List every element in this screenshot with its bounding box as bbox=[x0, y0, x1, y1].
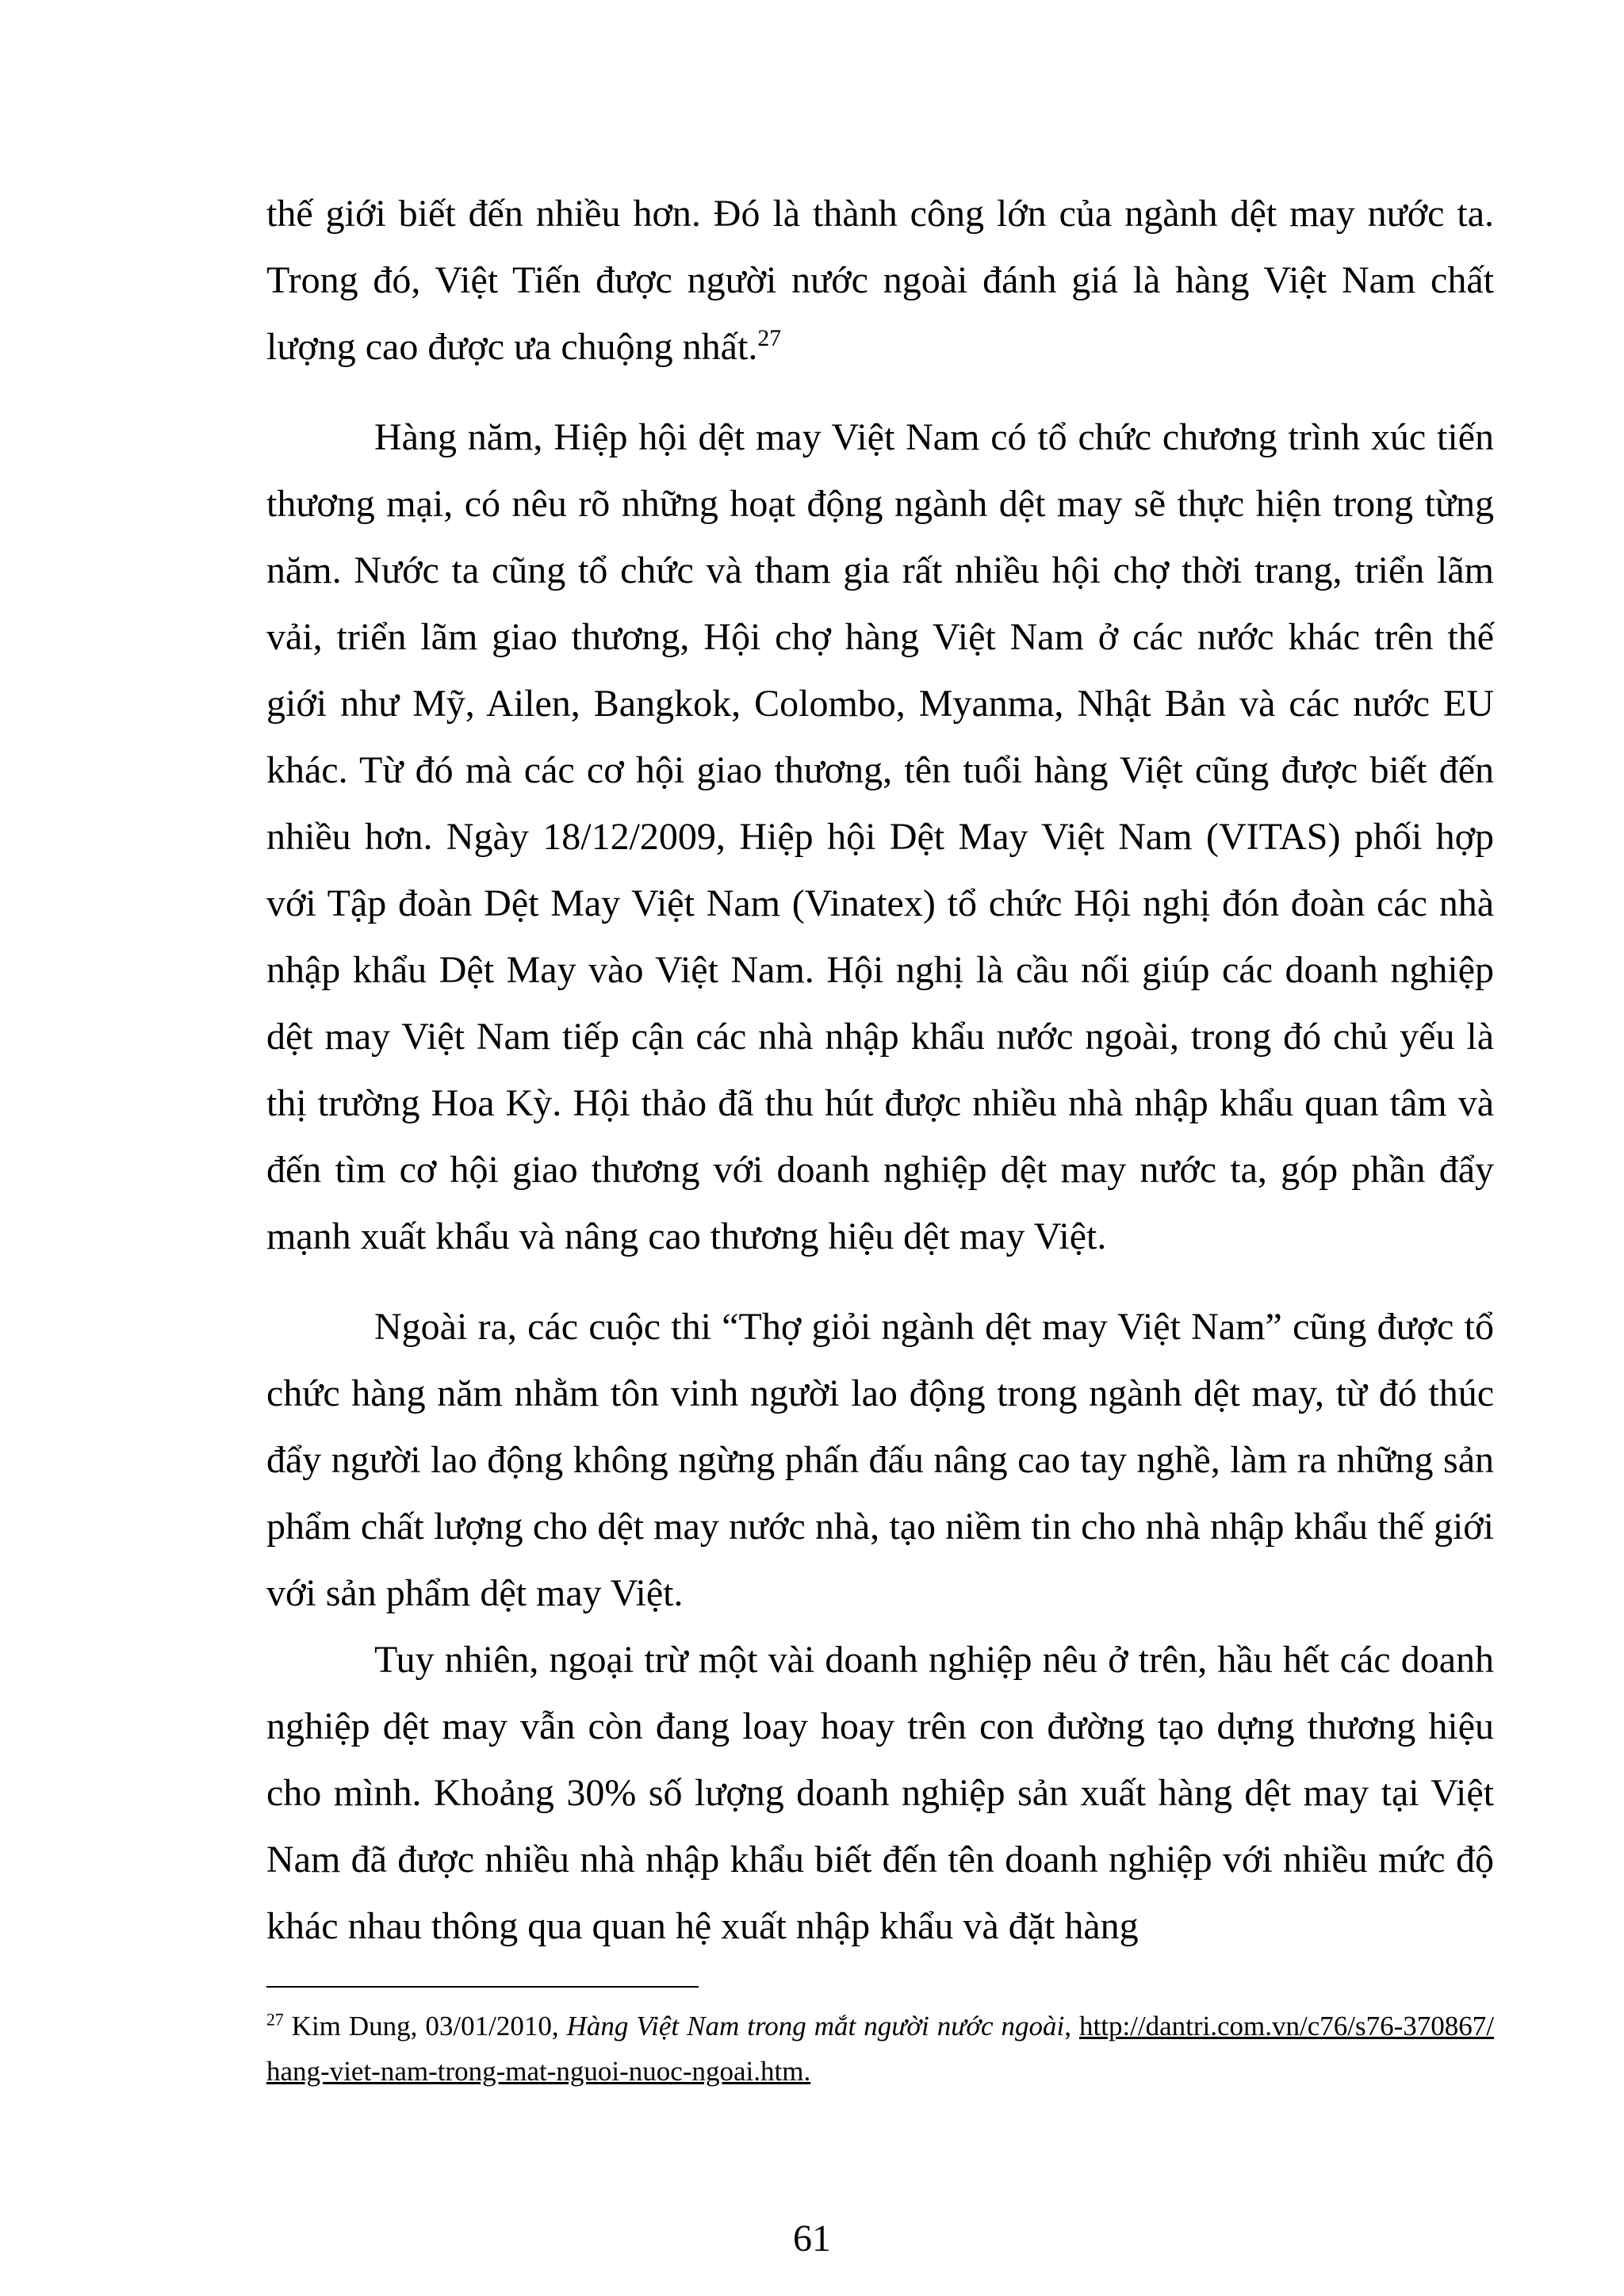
page-number: 61 bbox=[793, 2218, 831, 2260]
footnote-separator-rule bbox=[266, 1986, 699, 1988]
footnote-work-title: Hàng Việt Nam trong mắt người nước ngoài bbox=[566, 2011, 1065, 2042]
paragraph-3: Ngoài ra, các cuộc thi “Thợ giỏi ngành dệt may Việt Nam” cũng được tổ chức hàng năm nhằm tôn vinh người lao động trong ngành dệt may, từ đó thúc đẩy người lao động không ngừng phấn đấu nâng cao tay nghề, làm ra những sản phẩm chất lượng cho dệt may nước nhà, tạo niềm tin cho nhà nhập khẩu thế giới với sản phẩm dệt may Việt. bbox=[266, 1306, 1494, 1614]
footnote-section bbox=[266, 1986, 1494, 2094]
footnote-separator-comma: , bbox=[1064, 2011, 1079, 2042]
paragraph-2: Hàng năm, Hiệp hội dệt may Việt Nam có tổ chức chương trình xúc tiến thương mại, có nêu rõ những hoạt động ngành dệt may sẽ thực hiện trong từng năm. Nước ta cũng tổ chức và tham gia rất nhiều hội chợ thời trang, triển lãm vải, triển lãm giao thương, Hội chợ hàng Việt Nam ở các nước khác trên thế giới như Mỹ, Ailen, Bangkok, Colombo, Myanma, Nhật Bản và các nước EU khác. Từ đó mà các cơ hội giao thương, tên tuổi hàng Việt cũng được biết đến nhiều hơn. Ngày 18/12/2009, Hiệp hội Dệt May Việt Nam (VITAS) phối hợp với Tập đoàn Dệt May Việt Nam (Vinatex) tổ chức Hội nghị đón đoàn các nhà nhập khẩu Dệt May vào Việt Nam. Hội nghị là cầu nối giúp các doanh nghiệp dệt may Việt Nam tiếp cận các nhà nhập khẩu nước ngoài, trong đó chủ yếu là thị trường Hoa Kỳ. Hội thảo đã thu hút được nhiều nhà nhập khẩu quan tâm và đến tìm cơ hội giao thương với doanh nghiệp dệt may nước ta, góp phần đẩy mạnh xuất khẩu và nâng cao thương hiệu dệt may Việt. bbox=[266, 416, 1494, 1257]
paragraph-4: Tuy nhiên, ngoại trừ một vài doanh nghiệp nêu ở trên, hầu hết các doanh nghiệp dệt may vẫn còn đang loay hoay trên con đường tạo dựng thương hiệu cho mình. Khoảng 30% số lượng doanh nghiệp sản xuất hàng dệt may tại Việt Nam đã được nhiều nhà nhập khẩu biết đến tên doanh nghiệp với nhiều mức độ khác nhau thông qua quan hệ xuất nhập khẩu và đặt hàng bbox=[266, 1639, 1494, 1947]
paragraph-1 bbox=[266, 181, 1494, 381]
footnote-marker: 27 bbox=[266, 2010, 284, 2030]
footnote-reference-27: 27 bbox=[757, 325, 782, 351]
paragraph-1-text: thế giới biết đến nhiều hơn. Đó là thành công lớn của ngành dệt may nước ta. Trong đó, Việt Tiến được người nước ngoài đánh giá là hàng Việt Nam chất lượng cao được ưa chuộng nhất. bbox=[266, 193, 1494, 368]
footnote-citation-text: Kim Dung, 03/01/2010, bbox=[283, 2011, 567, 2042]
page-body bbox=[266, 181, 1494, 1960]
footnote-27 bbox=[266, 2003, 1494, 2094]
footnote-url-link[interactable]: http://dantri.com.vn/c76/s76-370867/hang-viet-nam-trong-mat-nguoi-nuoc-ngoai.htm. bbox=[266, 2011, 1495, 2087]
